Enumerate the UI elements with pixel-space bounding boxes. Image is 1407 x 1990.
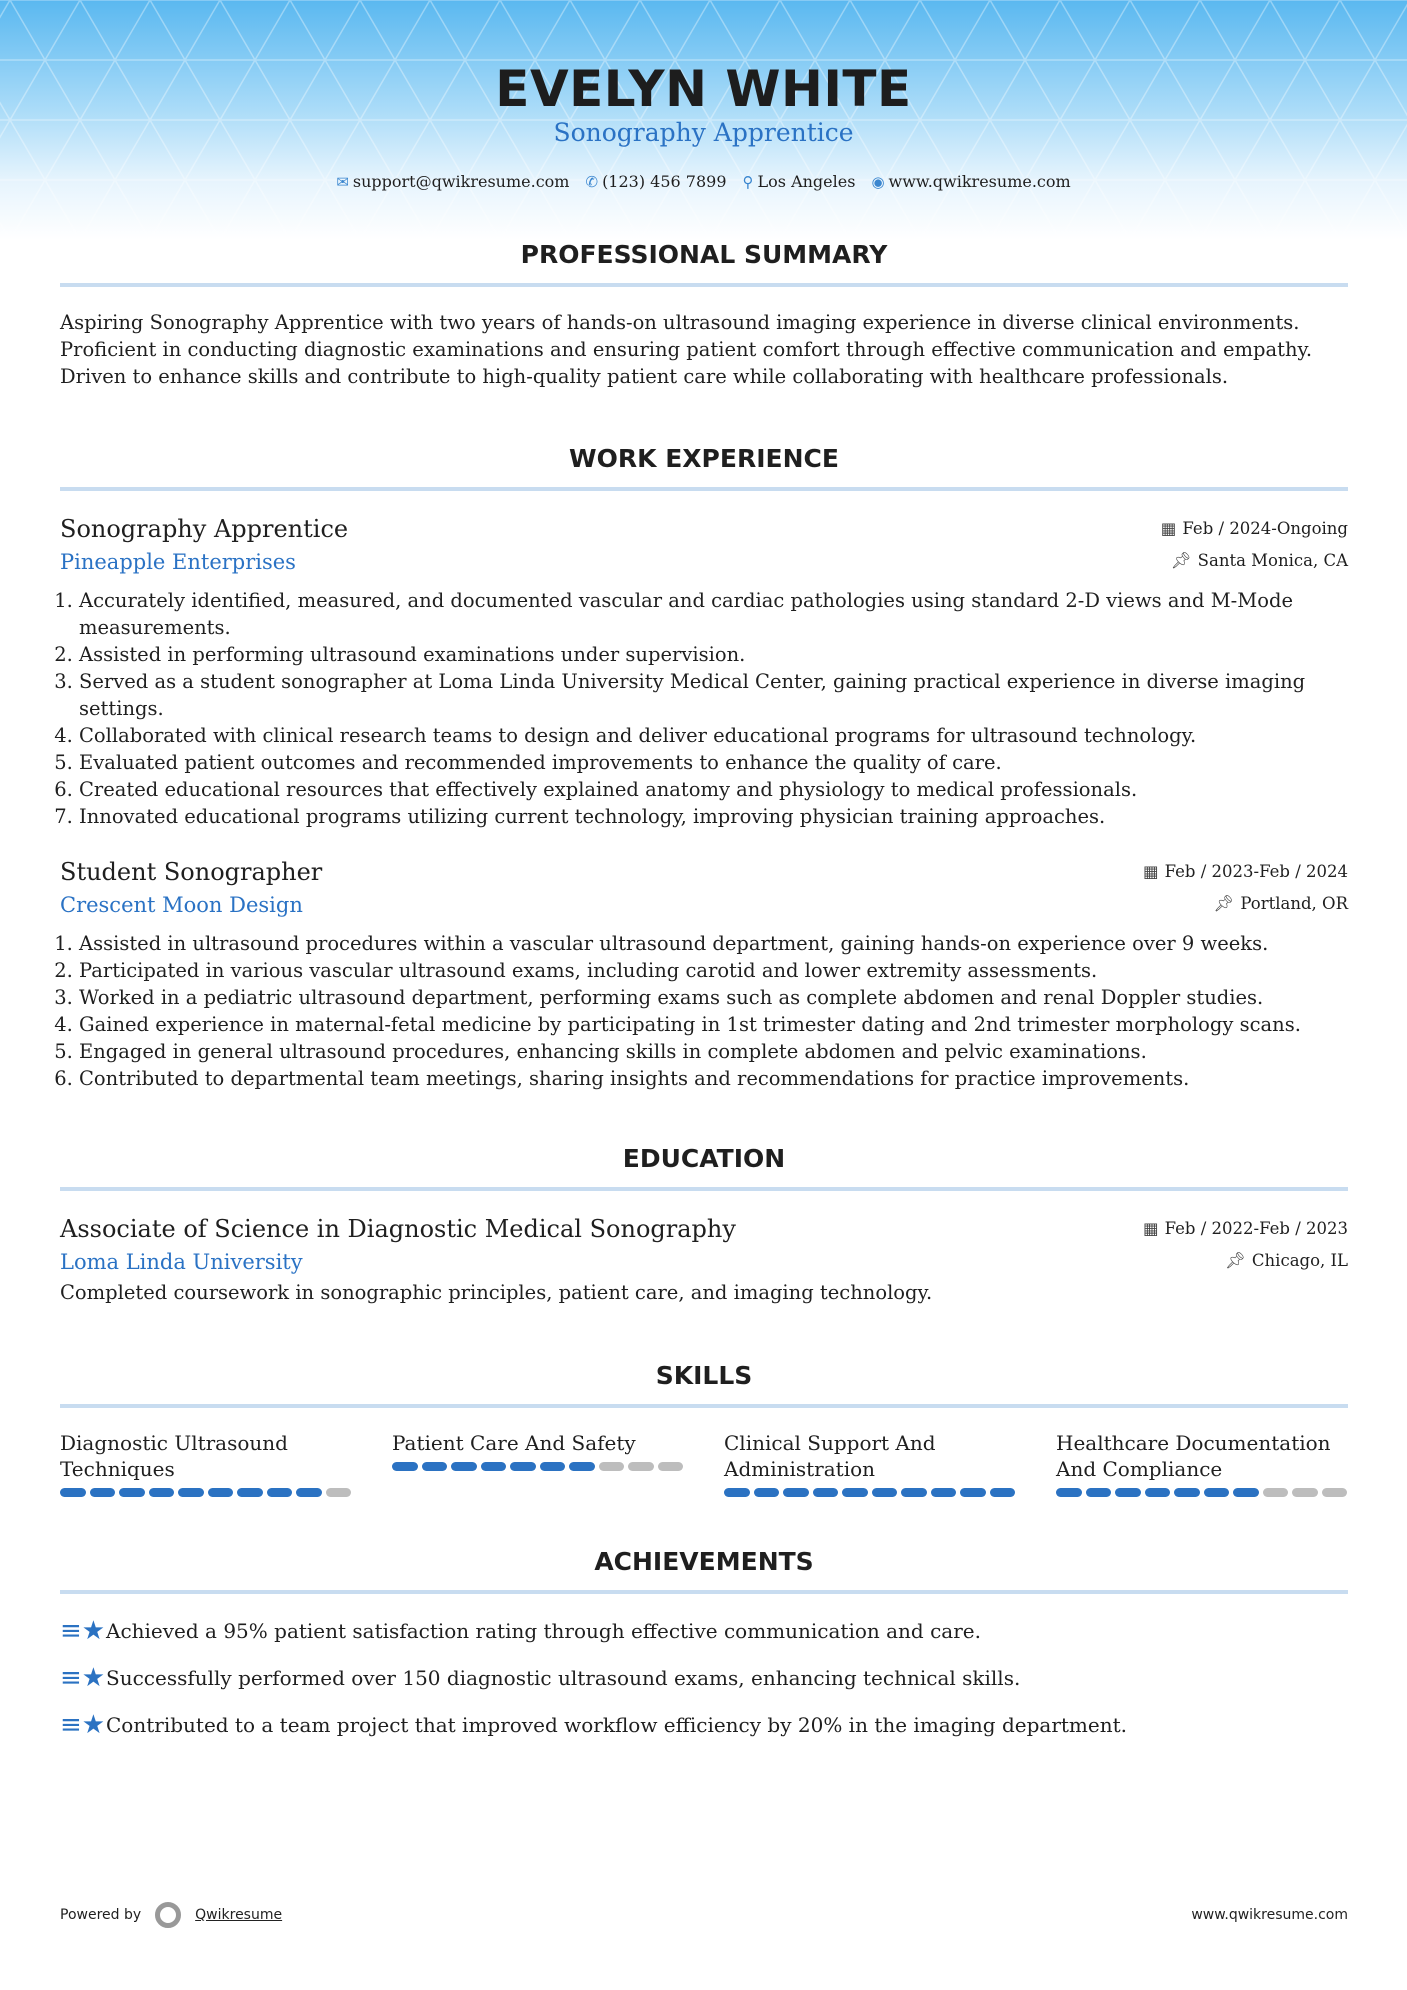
skill-level-segment [90,1488,116,1497]
skill-item [724,1430,1015,1497]
star-icon: ≡★ [60,1616,106,1646]
achievement-item: ≡★ Achieved a 95% patient satisfaction rating through effective communication and care. [60,1616,981,1646]
calendar-icon: ▦ [1143,1219,1159,1238]
job-bullet: 2. Assisted in performing ultrasound examinations under supervision. [79,641,1348,668]
skill-level-segment [931,1488,957,1497]
job-title: Sonography Apprentice [60,515,349,543]
job-entry [60,856,1348,1092]
contact-location: ⚲ Los Angeles [742,172,856,191]
job-location: 📌︎ Portland, OR [1213,894,1348,913]
skill-level-segment [208,1488,234,1497]
contact-phone[interactable]: ✆ (123) 456 7899 [585,172,727,191]
skill-name: Healthcare Documentation And Compliance [1056,1431,1331,1481]
skill-level-segment [1292,1488,1318,1497]
summary-heading: PROFESSIONAL SUMMARY [60,240,1348,287]
calendar-icon: ▦ [1143,862,1159,881]
skill-level-segment [1174,1488,1200,1497]
brand-link[interactable]: Qwikresume [195,1907,283,1923]
pin-icon: 📌︎ [1213,894,1235,913]
job-bullet: 6. Created educational resources that effectively explained anatomy and physiology to medical professionals. [79,776,1348,803]
skill-level-segment [119,1488,145,1497]
skill-level-bar [724,1488,1015,1497]
footer [60,1902,1348,1928]
skill-name: Clinical Support And Administration [724,1431,936,1481]
job-bullet: 5. Engaged in general ultrasound procedures, enhancing skills in complete abdomen and pelvic examinations. [79,1038,1348,1065]
skill-level-segment [510,1462,536,1471]
job-title: Student Sonographer [60,858,323,886]
company-name: Pineapple Enterprises [60,550,296,574]
skill-level-bar [392,1462,683,1471]
skill-level-segment [481,1462,507,1471]
education-dates: ▦ Feb / 2022-Feb / 2023 [1143,1219,1348,1238]
skill-level-segment [1204,1488,1230,1497]
qwikresume-logo-icon [155,1902,181,1928]
skill-name: Diagnostic Ultrasound Techniques [60,1431,288,1481]
phone-icon: ✆ [585,173,599,191]
skill-level-bar [60,1488,351,1497]
skill-name: Patient Care And Safety [392,1431,636,1455]
skill-level-segment [1322,1488,1348,1497]
skills-heading: SKILLS [60,1361,1348,1408]
education-heading: EDUCATION [60,1144,1348,1191]
skill-level-segment [813,1488,839,1497]
job-bullet: 6. Contributed to departmental team meetings, sharing insights and recommendations for practice improvements. [79,1065,1348,1092]
education-description: Completed coursework in sonographic principles, patient care, and imaging technology. [60,1281,933,1304]
skill-level-segment [599,1462,625,1471]
skill-level-segment [724,1488,750,1497]
skill-level-segment [901,1488,927,1497]
skill-level-segment [754,1488,780,1497]
job-bullet: 7. Innovated educational programs utilizing current technology, improving physician training approaches. [79,803,1348,830]
pin-icon: 📌︎ [1170,551,1192,570]
skill-level-segment [392,1462,418,1471]
job-bullet: 3. Worked in a pediatric ultrasound department, performing exams such as complete abdomen and renal Doppler studies. [79,984,1348,1011]
job-bullet: 2. Participated in various vascular ultrasound exams, including carotid and lower extremity assessments. [79,957,1348,984]
job-location: 📌︎ Santa Monica, CA [1170,551,1348,570]
skill-item [60,1430,351,1497]
skill-level-segment [1263,1488,1289,1497]
star-icon: ≡★ [60,1663,106,1693]
skill-level-segment [60,1488,86,1497]
skill-level-segment [422,1462,448,1471]
skill-level-segment [960,1488,986,1497]
candidate-name: EVELYN WHITE [495,60,912,118]
star-icon: ≡★ [60,1710,106,1740]
achievements-heading: ACHIEVEMENTS [60,1547,1348,1594]
achievement-item: ≡★ Contributed to a team project that improved workflow efficiency by 20% in the imaging department. [60,1710,1127,1740]
skill-level-segment [842,1488,868,1497]
skill-item [392,1430,683,1497]
job-dates: ▦ Feb / 2024-Ongoing [1160,519,1348,538]
location-icon: ⚲ [742,173,754,191]
skill-level-segment [451,1462,477,1471]
job-dates: ▦ Feb / 2023-Feb / 2024 [1143,862,1348,881]
job-bullet: 4. Gained experience in maternal-fetal medicine by participating in 1st trimester dating and 2nd trimester morphology scans. [79,1011,1348,1038]
powered-by-label: Powered by [60,1907,142,1923]
skill-item [1056,1430,1347,1497]
contact-info [0,172,1407,191]
skill-level-segment [296,1488,322,1497]
skill-level-segment [569,1462,595,1471]
email-icon: ✉ [336,173,349,191]
achievement-item: ≡★ Successfully performed over 150 diagnostic ultrasound exams, enhancing technical skills. [60,1663,1021,1693]
contact-website[interactable]: ◉ www.qwikresume.com [871,172,1071,191]
job-bullet: 3. Served as a student sonographer at Loma Linda University Medical Center, gaining practical experience in diverse imaging settings. [79,668,1348,722]
skill-level-segment [658,1462,684,1471]
skill-level-segment [149,1488,175,1497]
skill-level-segment [990,1488,1016,1497]
skill-level-segment [1145,1488,1171,1497]
job-bullets [60,930,1348,1092]
contact-email[interactable]: ✉ support@qwikresume.com [336,172,570,191]
job-entry [60,513,1348,830]
skill-level-segment [783,1488,809,1497]
summary-text: Aspiring Sonography Apprentice with two years of hands-on ultrasound imaging experience in diverse clinical environments. Proficient in conducting diagnostic examinations and ensuring patient comfort through effective communication and empathy. Driven to enhance skills and contribute to high-quality patient care while collaborating with healthcare professionals. [60,311,1313,388]
work-heading: WORK EXPERIENCE [60,444,1348,491]
skill-level-segment [178,1488,204,1497]
skill-level-segment [628,1462,654,1471]
job-bullet: 5. Evaluated patient outcomes and recommended improvements to enhance the quality of care. [79,749,1348,776]
pin-icon: 📌︎ [1224,1251,1246,1270]
candidate-title: Sonography Apprentice [553,118,854,147]
job-bullet: 4. Collaborated with clinical research teams to design and deliver educational programs for ultrasound technology. [79,722,1348,749]
skill-level-segment [1115,1488,1141,1497]
skill-level-segment [1233,1488,1259,1497]
education-entry [60,1213,1348,1307]
degree: Associate of Science in Diagnostic Medical Sonography [60,1215,736,1243]
school: Loma Linda University [60,1250,303,1274]
company-name: Crescent Moon Design [60,893,303,917]
job-bullet: 1. Assisted in ultrasound procedures within a vascular ultrasound department, gaining hands-on experience over 9 weeks. [79,930,1348,957]
skill-level-segment [326,1488,352,1497]
skill-level-segment [1086,1488,1112,1497]
skill-level-bar [1056,1488,1347,1497]
calendar-icon: ▦ [1160,519,1177,538]
skill-level-segment [1056,1488,1082,1497]
skill-level-segment [267,1488,293,1497]
skill-level-segment [872,1488,898,1497]
job-bullet: 1. Accurately identified, measured, and documented vascular and cardiac pathologies using standard 2-D views and M-Mode measurements. [79,587,1348,641]
skill-level-segment [540,1462,566,1471]
footer-website[interactable]: www.qwikresume.com [1191,1907,1348,1923]
globe-icon: ◉ [871,173,885,191]
education-location: 📌︎ Chicago, IL [1224,1251,1348,1270]
skill-level-segment [237,1488,263,1497]
job-bullets [60,587,1348,830]
